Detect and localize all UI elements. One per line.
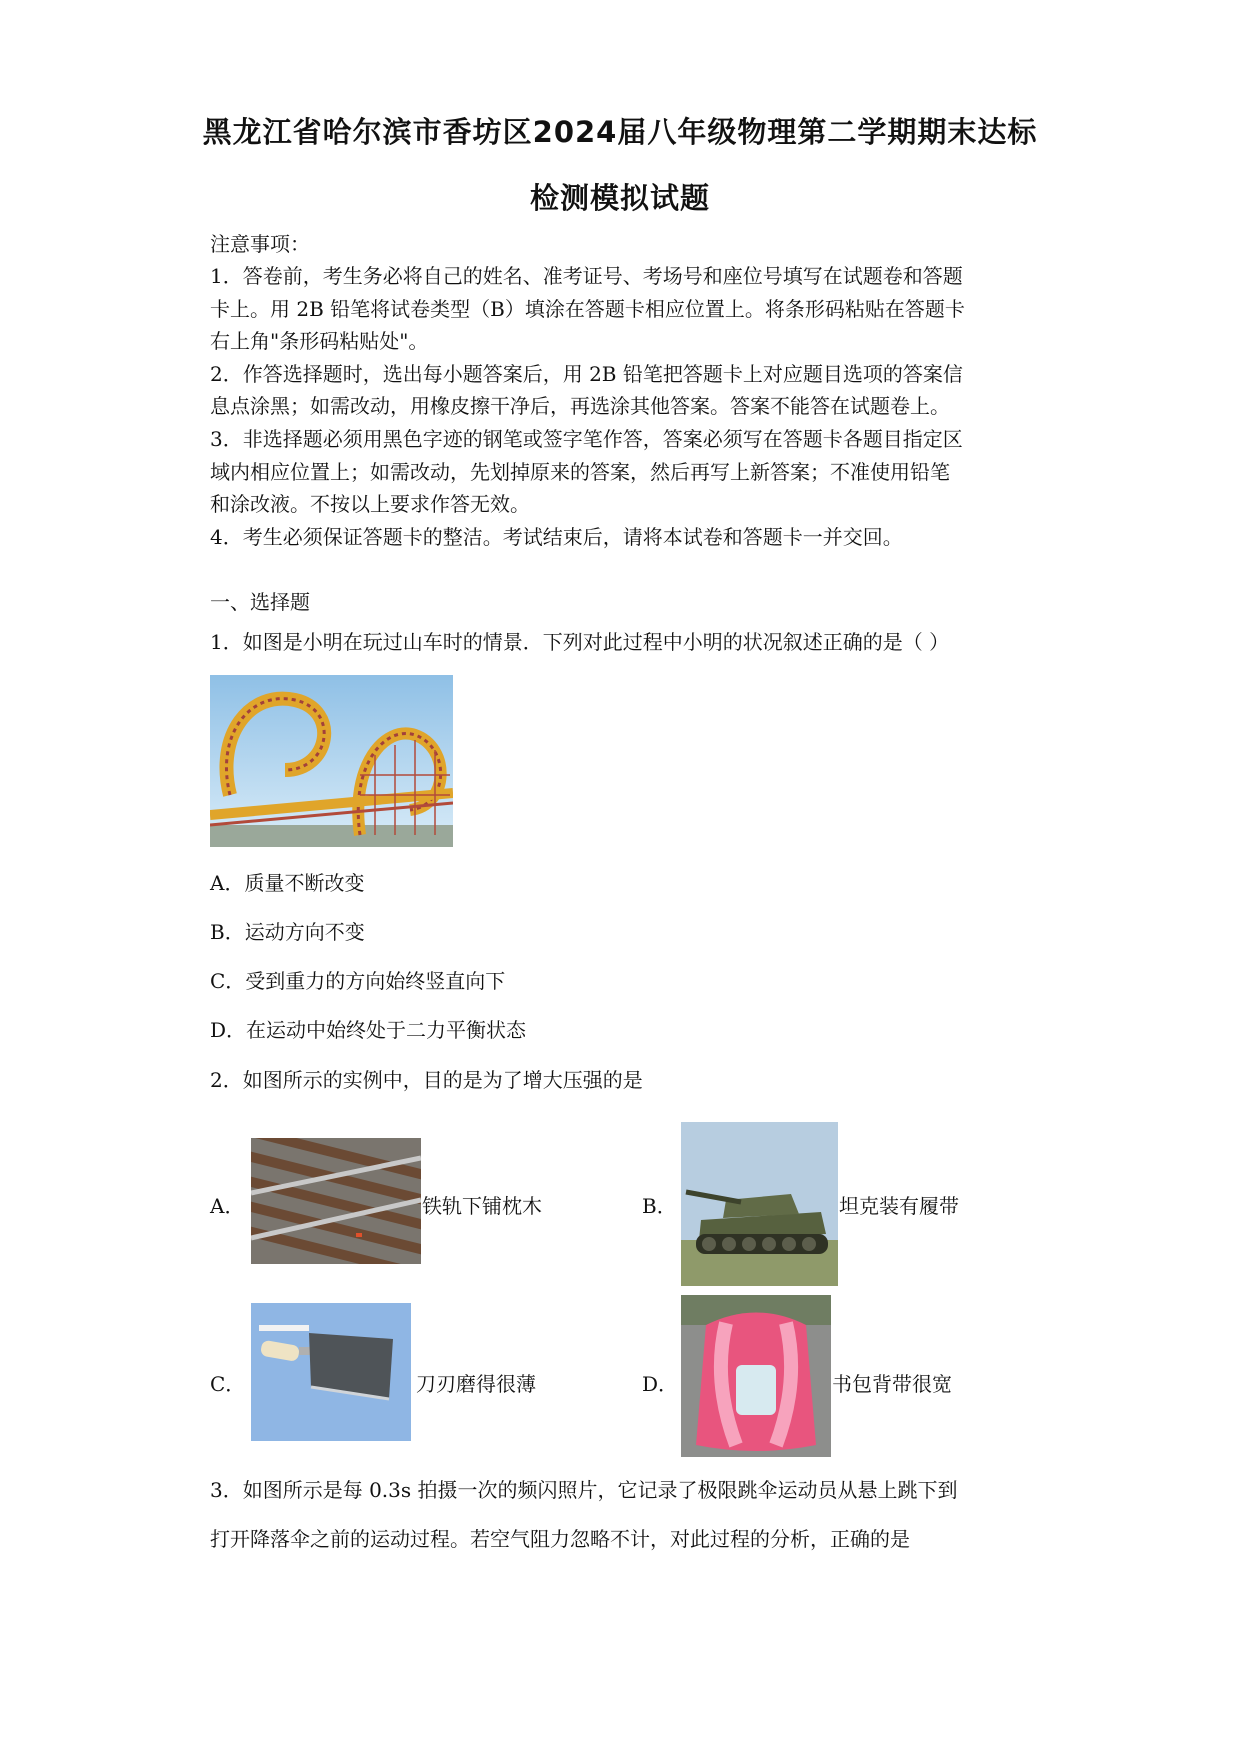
notes-heading: 注意事项： — [210, 232, 310, 256]
notes-line: 2．作答选择题时，选出每小题答案后，用 2B 铅笔把答题卡上对应题目选项的答案信 — [210, 361, 963, 386]
notes-line: 1．答卷前，考生务必将自己的姓名、准考证号、考场号和座位号填写在试题卷和答题 — [210, 264, 963, 288]
question-2-option-a-letter: A． — [210, 1194, 245, 1218]
question-2-option-b-caption: 坦克装有履带 — [839, 1194, 959, 1218]
question-2-option-d-caption: 书包背带很宽 — [832, 1372, 952, 1396]
question-2-option-c-letter: C． — [210, 1372, 246, 1396]
exam-title-line-2: 检测模拟试题 — [529, 181, 710, 215]
section-title: 一、选择题 — [210, 590, 310, 614]
question-1-option-d: D．在运动中始终处于二力平衡状态 — [210, 1018, 527, 1042]
notes-line: 和涂改液。不按以上要求作答无效。 — [210, 492, 530, 517]
question-1-option-b: B．运动方向不变 — [210, 920, 365, 944]
question-3-stem-line-1: 3．如图所示是每 0.3s 拍摄一次的频闪照片，它记录了极限跳伞运动员从悬上跳下到 — [210, 1478, 958, 1502]
notes-line: 3．非选择题必须用黑色字迹的钢笔或签字笔作答，答案必须写在答题卡各题目指定区 — [210, 426, 963, 451]
question-2-option-b-letter: B． — [642, 1194, 677, 1218]
question-1-option-c: C．受到重力的方向始终竖直向下 — [210, 969, 506, 993]
notes-list — [210, 260, 1040, 553]
notes-line: 右上角"条形码粘贴处"。 — [210, 329, 429, 354]
knife-image — [251, 1303, 411, 1441]
notes-line: 息点涂黑；如需改动，用橡皮擦干净后，再选涂其他答案。答案不能答在试题卷上。 — [210, 394, 950, 419]
railway-track-image — [251, 1138, 421, 1264]
roller-coaster-image — [210, 675, 453, 847]
question-1-option-a: A．质量不断改变 — [210, 871, 365, 895]
notes-line: 4．考生必须保证答题卡的整洁。考试结束后，请将本试卷和答题卡一并交回。 — [210, 524, 903, 549]
question-2-stem: 2．如图所示的实例中，目的是为了增大压强的是 — [210, 1068, 643, 1092]
question-2-option-a-caption: 铁轨下铺枕木 — [422, 1194, 542, 1218]
notes-line: 域内相应位置上；如需改动，先划掉原来的答案，然后再写上新答案；不准使用铅笔 — [210, 459, 950, 484]
question-2-option-c-caption: 刀刃磨得很薄 — [416, 1372, 536, 1396]
backpack-image — [681, 1295, 831, 1457]
question-2-option-d-letter: D． — [642, 1372, 679, 1396]
question-1-stem: 1．如图是小明在玩过山车时的情景．下列对此过程中小明的状况叙述正确的是（ ） — [210, 630, 950, 654]
question-3-stem-line-2: 打开降落伞之前的运动过程。若空气阻力忽略不计，对此过程的分析，正确的是 — [210, 1527, 910, 1551]
exam-title-line-1: 黑龙江省哈尔滨市香坊区2024届八年级物理第二学期期末达标 — [202, 115, 1038, 149]
notes-line: 卡上。用 2B 铅笔将试卷类型（B）填涂在答题卡相应位置上。将条形码粘贴在答题卡 — [210, 296, 965, 321]
tank-image — [681, 1122, 838, 1286]
